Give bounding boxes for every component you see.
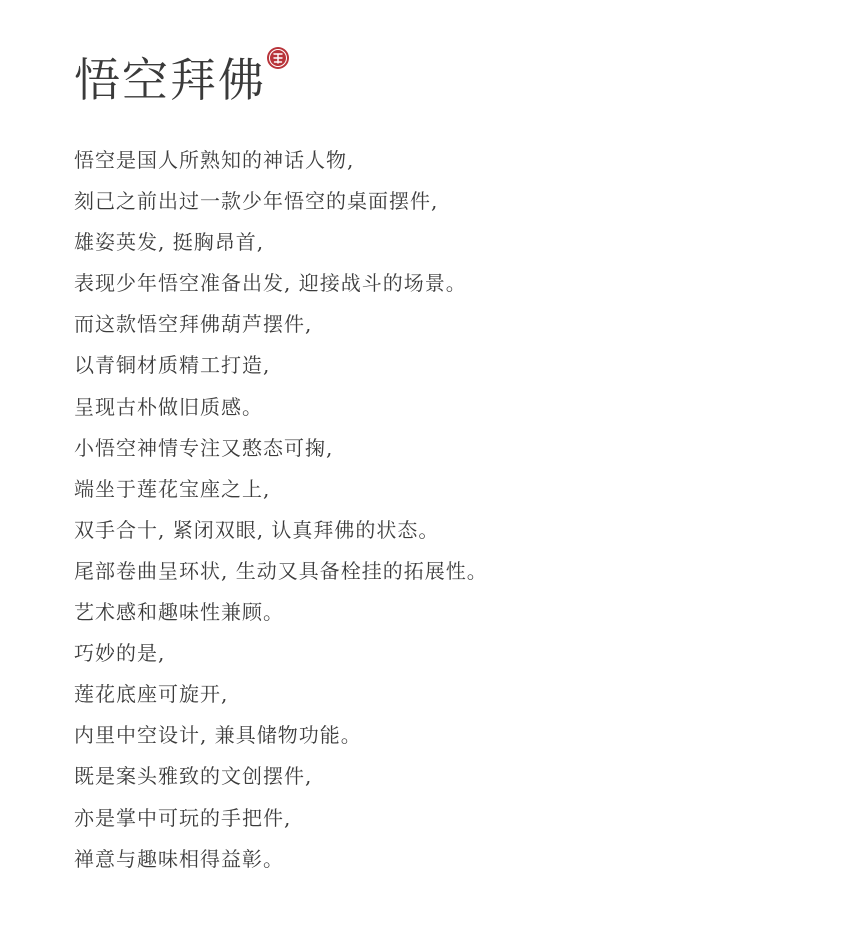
text-line: 内里中空设计, 兼具储物功能。 xyxy=(74,723,362,748)
text-line: 呈现古朴做旧质感。 xyxy=(74,394,263,419)
text-line: 双手合十, 紧闭双眼, 认真拜佛的状态。 xyxy=(74,517,440,542)
text-line: 端坐于莲花宝座之上, xyxy=(74,476,271,501)
text-line: 艺术感和趣味性兼顾。 xyxy=(74,600,284,625)
text-line: 巧妙的是, xyxy=(74,641,166,666)
text-line: 以青铜材质精工打造, xyxy=(74,353,271,378)
text-line: 而这款悟空拜佛葫芦摆件, xyxy=(74,312,313,337)
text-line: 既是案头雅致的文创摆件, xyxy=(74,764,313,789)
text-line: 尾部卷曲呈环状, 生动又具备栓挂的拓展性。 xyxy=(74,558,488,583)
description-text xyxy=(74,140,814,880)
text-line: 表现少年悟空准备出发, 迎接战斗的场景。 xyxy=(74,271,467,296)
text-line: 小悟空神情专注又憨态可掬, xyxy=(74,435,334,460)
text-line: 雄姿英发, 挺胸昂首, xyxy=(74,230,265,255)
text-line: 刻己之前出过一款少年悟空的桌面摆件, xyxy=(74,189,439,214)
text-line: 禅意与趣味相得益彰。 xyxy=(74,846,284,871)
seal-stamp-icon xyxy=(266,46,290,70)
text-line: 莲花底座可旋开, xyxy=(74,682,229,707)
title-block xyxy=(74,48,266,118)
page-title: 悟空拜佛 xyxy=(74,53,266,107)
text-line: 亦是掌中可玩的手把件, xyxy=(74,805,292,830)
text-line: 悟空是国人所熟知的神话人物, xyxy=(74,148,355,172)
